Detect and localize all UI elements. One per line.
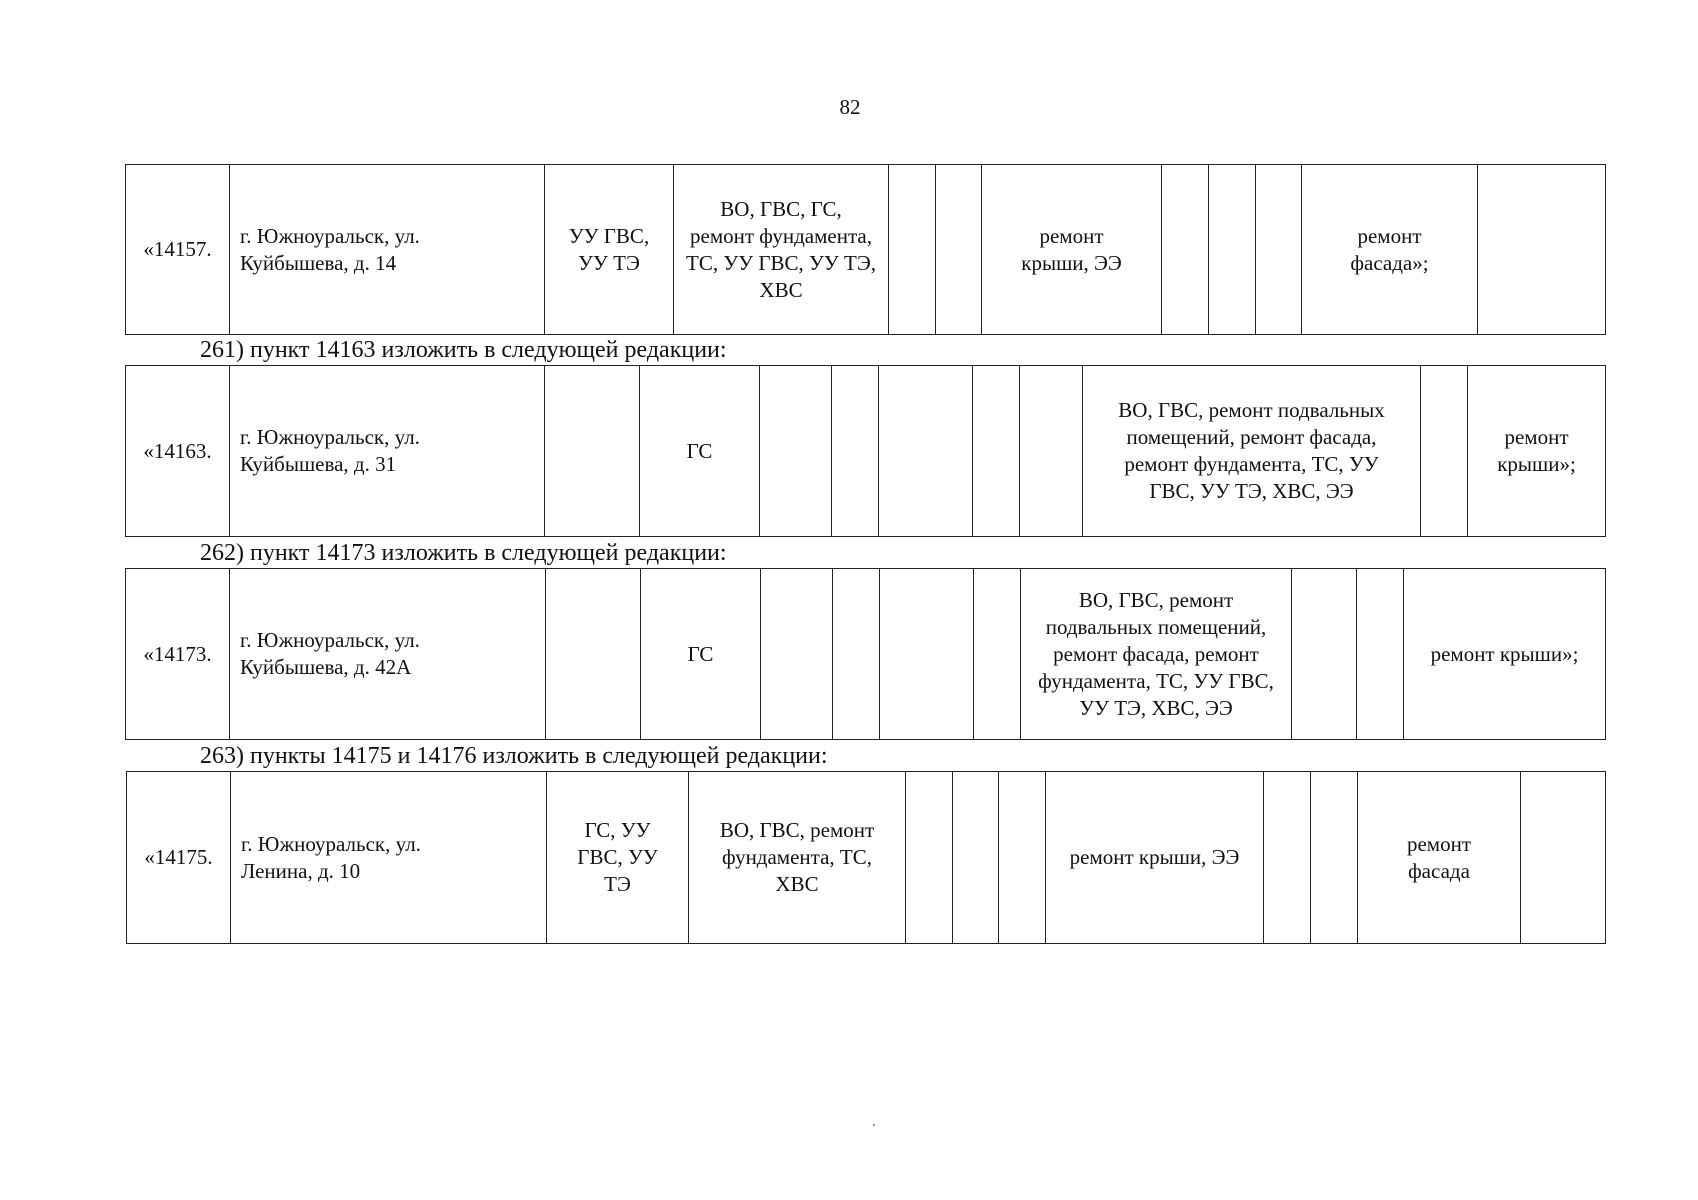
row-number: «14157. — [125, 164, 230, 335]
empty-cell — [973, 568, 1021, 740]
row-number: «14175. — [126, 771, 231, 944]
work-cell-3: ремонт крыши, ЭЭ — [1045, 771, 1264, 944]
row-number: «14173. — [125, 568, 230, 740]
address-cell: г. Южноуральск, ул. Куйбышева, д. 14 — [229, 164, 545, 335]
row-number: «14163. — [125, 365, 230, 537]
empty-cell — [759, 365, 832, 537]
work-cell-1: ГС — [640, 568, 761, 740]
empty-cell — [1208, 164, 1256, 335]
empty-cell — [1356, 568, 1404, 740]
work-cell-2: ВО, ГВС, ремонт фундамента, ТС, ХВС — [688, 771, 906, 944]
empty-cell — [832, 568, 880, 740]
work-cell-2: ВО, ГВС, ремонт подвальных помещений, ремонт фасада, ремонт фундамента, ТС, УУ ГВС, УУ ТЭ, ХВС, ЭЭ — [1082, 365, 1421, 537]
empty-cell — [1477, 164, 1606, 335]
address-cell: г. Южноуральск, ул. Куйбышева, д. 42А — [229, 568, 546, 740]
heading-262: 262) пункт 14173 изложить в следующей редакции: — [200, 540, 727, 566]
empty-cell — [888, 164, 936, 335]
empty-cell — [998, 771, 1046, 944]
empty-cell — [1520, 771, 1606, 944]
empty-cell — [1019, 365, 1083, 537]
empty-cell — [545, 568, 641, 740]
heading-263: 263) пункты 14175 и 14176 изложить в следующей редакции: — [200, 743, 828, 769]
work-cell-3: ремонт крыши, ЭЭ — [981, 164, 1162, 335]
empty-cell — [905, 771, 953, 944]
empty-cell — [1255, 164, 1302, 335]
work-cell-4: ремонт фасада — [1357, 771, 1521, 944]
empty-cell — [544, 365, 640, 537]
empty-cell — [760, 568, 833, 740]
work-cell-2: ВО, ГВС, ремонт подвальных помещений, ремонт фасада, ремонт фундамента, ТС, УУ ГВС, УУ ТЭ, ХВС, ЭЭ — [1020, 568, 1292, 740]
address-cell: г. Южноуральск, ул. Ленина, д. 10 — [230, 771, 547, 944]
heading-261: 261) пункт 14163 изложить в следующей редакции: — [200, 337, 727, 363]
empty-cell — [952, 771, 999, 944]
work-cell-3: ремонт крыши»; — [1403, 568, 1606, 740]
work-cell-4: ремонт фасада»; — [1301, 164, 1478, 335]
address-cell: г. Южноуральск, ул. Куйбышева, д. 31 — [229, 365, 545, 537]
work-cell-3: ремонт крыши»; — [1467, 365, 1606, 537]
work-cell-1: УУ ГВС, УУ ТЭ — [544, 164, 674, 335]
empty-cell — [935, 164, 982, 335]
work-cell-1: ГС, УУ ГВС, УУ ТЭ — [546, 771, 689, 944]
empty-cell — [879, 568, 974, 740]
empty-cell — [1263, 771, 1311, 944]
empty-cell — [1420, 365, 1468, 537]
empty-cell — [1291, 568, 1357, 740]
empty-cell — [831, 365, 879, 537]
work-cell-2: ВО, ГВС, ГС, ремонт фундамента, ТС, УУ ГВС, УУ ТЭ, ХВС — [673, 164, 889, 335]
empty-cell — [972, 365, 1020, 537]
empty-cell — [878, 365, 973, 537]
page-number: 82 — [839, 95, 861, 119]
empty-cell — [1161, 164, 1209, 335]
empty-cell — [1310, 771, 1358, 944]
work-cell-1: ГС — [639, 365, 760, 537]
scan-speck — [873, 1124, 875, 1126]
